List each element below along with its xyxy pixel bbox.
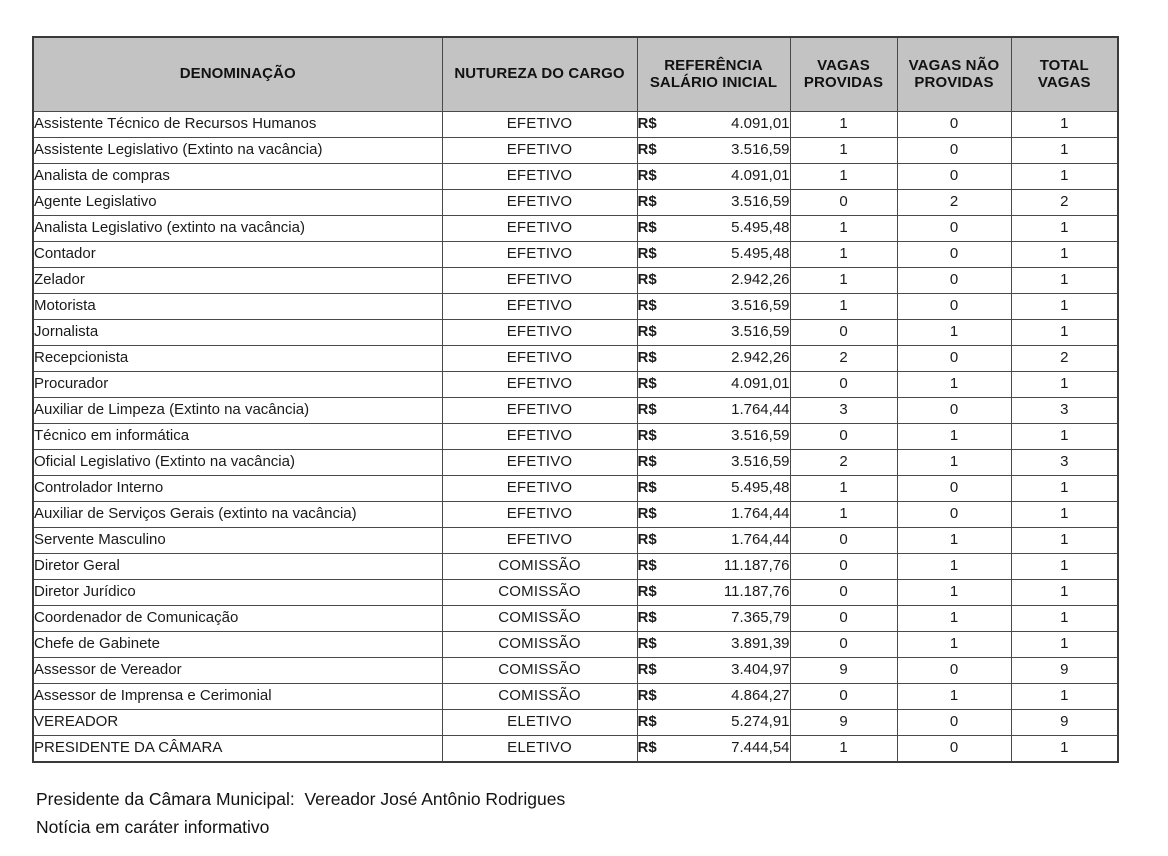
salary-amount: 4.091,01 (731, 167, 790, 185)
cell-total-vagas: 9 (1011, 658, 1118, 684)
cell-vagas-providas: 0 (790, 684, 897, 710)
salary-amount: 11.187,76 (723, 583, 790, 601)
cell-vagas-nao-providas: 0 (897, 476, 1011, 502)
salary-amount: 3.891,39 (731, 635, 790, 653)
currency-symbol: R$ (637, 193, 657, 211)
cell-vagas-nao-providas: 0 (897, 242, 1011, 268)
cell-vagas-providas: 1 (790, 294, 897, 320)
salary-amount: 1.764,44 (731, 401, 790, 419)
table-row (33, 398, 1118, 424)
cell-natureza: EFETIVO (442, 450, 637, 476)
salary-amount: 7.444,54 (731, 738, 790, 756)
column-header-natureza-label: NUTUREZA DO CARGO (454, 65, 625, 83)
currency-symbol: R$ (637, 427, 657, 445)
currency-symbol: R$ (637, 609, 657, 627)
cell-referencia-salario (637, 502, 790, 528)
cell-vagas-providas: 0 (790, 190, 897, 216)
cell-referencia-salario (637, 658, 790, 684)
cell-referencia-salario (637, 450, 790, 476)
cell-denominacao: Controlador Interno (33, 476, 442, 502)
cell-referencia-salario (637, 554, 790, 580)
cell-referencia-salario (637, 736, 790, 762)
table-row (33, 450, 1118, 476)
cell-referencia-salario (637, 138, 790, 164)
cell-vagas-providas: 9 (790, 658, 897, 684)
cell-referencia-salario (637, 528, 790, 554)
cell-natureza: COMISSÃO (442, 554, 637, 580)
cell-vagas-nao-providas: 1 (897, 554, 1011, 580)
column-header-natureza (442, 37, 637, 112)
cell-denominacao: Zelador (33, 268, 442, 294)
cell-denominacao: Analista Legislativo (extinto na vacância) (33, 216, 442, 242)
cell-vagas-providas: 0 (790, 424, 897, 450)
cell-referencia-salario (637, 580, 790, 606)
cell-vagas-nao-providas: 1 (897, 580, 1011, 606)
currency-symbol: R$ (637, 141, 657, 159)
currency-symbol: R$ (637, 219, 657, 237)
cell-natureza: COMISSÃO (442, 658, 637, 684)
cell-denominacao: Servente Masculino (33, 528, 442, 554)
cell-denominacao: Auxiliar de Serviços Gerais (extinto na vacância) (33, 502, 442, 528)
cell-referencia-salario (637, 632, 790, 658)
salary-amount: 3.404,97 (731, 661, 790, 679)
cell-vagas-nao-providas: 1 (897, 450, 1011, 476)
cell-denominacao: Motorista (33, 294, 442, 320)
cell-referencia-salario (637, 424, 790, 450)
cell-vagas-nao-providas: 0 (897, 710, 1011, 736)
table-row (33, 528, 1118, 554)
cell-referencia-salario (637, 268, 790, 294)
footer-informative-line: Notícia em caráter informativo (36, 816, 270, 837)
currency-symbol: R$ (637, 375, 657, 393)
cell-vagas-providas: 9 (790, 710, 897, 736)
cell-referencia-salario (637, 476, 790, 502)
currency-symbol: R$ (637, 167, 657, 185)
cell-denominacao: Diretor Geral (33, 554, 442, 580)
cell-natureza: COMISSÃO (442, 684, 637, 710)
cell-denominacao: Oficial Legislativo (Extinto na vacância) (33, 450, 442, 476)
positions-table (32, 36, 1119, 763)
column-header-denominacao-label: DENOMINAÇÃO (179, 65, 296, 83)
cell-referencia-salario (637, 346, 790, 372)
table-row (33, 320, 1118, 346)
currency-symbol: R$ (637, 531, 657, 549)
cell-total-vagas: 2 (1011, 190, 1118, 216)
cell-referencia-salario (637, 606, 790, 632)
salary-amount: 4.091,01 (731, 115, 790, 133)
cell-vagas-providas: 1 (790, 476, 897, 502)
column-header-vagas-nao-providas (897, 37, 1011, 112)
currency-symbol: R$ (637, 245, 657, 263)
cell-total-vagas: 1 (1011, 476, 1118, 502)
cell-vagas-providas: 0 (790, 632, 897, 658)
table-row (33, 424, 1118, 450)
cell-vagas-nao-providas: 0 (897, 502, 1011, 528)
column-header-vagas-providas-line2: PROVIDAS (803, 73, 884, 91)
cell-denominacao: Diretor Jurídico (33, 580, 442, 606)
salary-amount: 5.274,91 (731, 713, 790, 731)
cell-denominacao: Agente Legislativo (33, 190, 442, 216)
cell-vagas-providas: 1 (790, 268, 897, 294)
currency-symbol: R$ (637, 297, 657, 315)
cell-referencia-salario (637, 216, 790, 242)
cell-vagas-providas: 1 (790, 242, 897, 268)
cell-natureza: EFETIVO (442, 372, 637, 398)
currency-symbol: R$ (637, 687, 657, 705)
cell-natureza: ELETIVO (442, 710, 637, 736)
cell-vagas-nao-providas: 0 (897, 138, 1011, 164)
column-header-vagas-providas (790, 37, 897, 112)
table-row (33, 632, 1118, 658)
cell-vagas-providas: 0 (790, 320, 897, 346)
cell-total-vagas: 1 (1011, 684, 1118, 710)
cell-vagas-providas: 1 (790, 164, 897, 190)
cell-denominacao: Procurador (33, 372, 442, 398)
table-row (33, 658, 1118, 684)
salary-amount: 2.942,26 (731, 349, 790, 367)
table-row (33, 164, 1118, 190)
cell-natureza: EFETIVO (442, 268, 637, 294)
cell-referencia-salario (637, 684, 790, 710)
cell-natureza: EFETIVO (442, 476, 637, 502)
column-header-referencia-line1: REFERÊNCIA (664, 56, 763, 74)
cell-natureza: EFETIVO (442, 346, 637, 372)
column-header-vagas-nao-providas-line1: VAGAS NÃO (908, 56, 1000, 74)
cell-denominacao: Técnico em informática (33, 424, 442, 450)
cell-total-vagas: 1 (1011, 164, 1118, 190)
cell-referencia-salario (637, 242, 790, 268)
cell-denominacao: PRESIDENTE DA CÂMARA (33, 736, 442, 762)
salary-amount: 4.864,27 (731, 687, 790, 705)
salary-amount: 5.495,48 (731, 219, 790, 237)
cell-natureza: COMISSÃO (442, 580, 637, 606)
cell-total-vagas: 1 (1011, 268, 1118, 294)
cell-vagas-nao-providas: 0 (897, 268, 1011, 294)
table-row (33, 606, 1118, 632)
cell-vagas-nao-providas: 1 (897, 528, 1011, 554)
column-header-vagas-nao-providas-line2: PROVIDAS (914, 73, 994, 91)
currency-symbol: R$ (637, 271, 657, 289)
cell-total-vagas: 1 (1011, 320, 1118, 346)
salary-amount: 1.764,44 (731, 505, 790, 523)
cell-natureza: EFETIVO (442, 398, 637, 424)
cell-natureza: EFETIVO (442, 424, 637, 450)
cell-total-vagas: 1 (1011, 138, 1118, 164)
salary-amount: 5.495,48 (731, 245, 790, 263)
salary-amount: 3.516,59 (731, 193, 790, 211)
cell-vagas-providas: 0 (790, 580, 897, 606)
cell-vagas-nao-providas: 1 (897, 632, 1011, 658)
currency-symbol: R$ (637, 661, 657, 679)
salary-amount: 11.187,76 (723, 557, 790, 575)
cell-denominacao: Assessor de Imprensa e Cerimonial (33, 684, 442, 710)
cell-total-vagas: 1 (1011, 502, 1118, 528)
cell-denominacao: Chefe de Gabinete (33, 632, 442, 658)
table-row (33, 346, 1118, 372)
cell-total-vagas: 3 (1011, 450, 1118, 476)
cell-vagas-nao-providas: 1 (897, 372, 1011, 398)
cell-vagas-nao-providas: 1 (897, 684, 1011, 710)
cell-referencia-salario (637, 164, 790, 190)
footer-president-line: Presidente da Câmara Municipal: Vereador José Antônio Rodrigues (36, 788, 566, 809)
currency-symbol: R$ (637, 401, 657, 419)
table-row (33, 476, 1118, 502)
table-header (33, 37, 1118, 112)
column-header-total-vagas (1011, 37, 1118, 112)
cell-total-vagas: 1 (1011, 736, 1118, 762)
salary-amount: 3.516,59 (731, 427, 790, 445)
salary-amount: 3.516,59 (731, 141, 790, 159)
cell-denominacao: VEREADOR (33, 710, 442, 736)
cell-denominacao: Jornalista (33, 320, 442, 346)
salary-amount: 3.516,59 (731, 453, 790, 471)
currency-symbol: R$ (637, 453, 657, 471)
cell-vagas-nao-providas: 0 (897, 294, 1011, 320)
cell-natureza: COMISSÃO (442, 606, 637, 632)
salary-amount: 4.091,01 (731, 375, 790, 393)
cell-vagas-nao-providas: 2 (897, 190, 1011, 216)
table-row (33, 684, 1118, 710)
cell-natureza: EFETIVO (442, 164, 637, 190)
cell-vagas-nao-providas: 0 (897, 658, 1011, 684)
cell-vagas-nao-providas: 0 (897, 736, 1011, 762)
salary-amount: 5.495,48 (731, 479, 790, 497)
currency-symbol: R$ (637, 349, 657, 367)
salary-amount: 2.942,26 (731, 271, 790, 289)
cell-natureza: EFETIVO (442, 138, 637, 164)
currency-symbol: R$ (637, 713, 657, 731)
cell-total-vagas: 1 (1011, 216, 1118, 242)
currency-symbol: R$ (637, 738, 657, 756)
cell-natureza: EFETIVO (442, 190, 637, 216)
table-row (33, 242, 1118, 268)
table-row (33, 736, 1118, 762)
column-header-total-vagas-line2: VAGAS (1037, 73, 1091, 91)
cell-natureza: COMISSÃO (442, 632, 637, 658)
cell-vagas-nao-providas: 1 (897, 320, 1011, 346)
cell-vagas-providas: 0 (790, 606, 897, 632)
cell-total-vagas: 2 (1011, 346, 1118, 372)
cell-referencia-salario (637, 320, 790, 346)
currency-symbol: R$ (637, 583, 657, 601)
cell-vagas-nao-providas: 0 (897, 164, 1011, 190)
cell-total-vagas: 1 (1011, 580, 1118, 606)
cell-referencia-salario (637, 294, 790, 320)
cell-denominacao: Contador (33, 242, 442, 268)
cell-total-vagas: 1 (1011, 606, 1118, 632)
cell-vagas-providas: 2 (790, 450, 897, 476)
table-row (33, 710, 1118, 736)
cell-natureza: EFETIVO (442, 242, 637, 268)
cell-vagas-providas: 1 (790, 112, 897, 138)
table-row (33, 294, 1118, 320)
cell-vagas-providas: 1 (790, 736, 897, 762)
currency-symbol: R$ (637, 635, 657, 653)
cell-natureza: EFETIVO (442, 528, 637, 554)
cell-referencia-salario (637, 710, 790, 736)
cell-denominacao: Assistente Legislativo (Extinto na vacância) (33, 138, 442, 164)
cell-total-vagas: 9 (1011, 710, 1118, 736)
table-row (33, 216, 1118, 242)
cell-vagas-nao-providas: 0 (897, 112, 1011, 138)
cell-denominacao: Coordenador de Comunicação (33, 606, 442, 632)
table-row (33, 138, 1118, 164)
table-row (33, 268, 1118, 294)
cell-vagas-nao-providas: 0 (897, 216, 1011, 242)
currency-symbol: R$ (637, 479, 657, 497)
cell-vagas-nao-providas: 0 (897, 398, 1011, 424)
footer-notes (36, 785, 1117, 842)
cell-total-vagas: 1 (1011, 528, 1118, 554)
cell-total-vagas: 1 (1011, 554, 1118, 580)
cell-total-vagas: 1 (1011, 294, 1118, 320)
currency-symbol: R$ (637, 505, 657, 523)
cell-vagas-nao-providas: 1 (897, 424, 1011, 450)
column-header-referencia (637, 37, 790, 112)
column-header-denominacao (33, 37, 442, 112)
currency-symbol: R$ (637, 323, 657, 341)
cell-vagas-nao-providas: 0 (897, 346, 1011, 372)
cell-total-vagas: 1 (1011, 372, 1118, 398)
cell-vagas-providas: 1 (790, 138, 897, 164)
cell-denominacao: Recepcionista (33, 346, 442, 372)
cell-vagas-nao-providas: 1 (897, 606, 1011, 632)
cell-vagas-providas: 0 (790, 372, 897, 398)
cell-total-vagas: 1 (1011, 112, 1118, 138)
currency-symbol: R$ (637, 115, 657, 133)
salary-amount: 3.516,59 (731, 297, 790, 315)
cell-referencia-salario (637, 190, 790, 216)
cell-denominacao: Auxiliar de Limpeza (Extinto na vacância) (33, 398, 442, 424)
cell-vagas-providas: 1 (790, 216, 897, 242)
cell-referencia-salario (637, 372, 790, 398)
table-row (33, 554, 1118, 580)
cell-natureza: EFETIVO (442, 320, 637, 346)
cell-natureza: EFETIVO (442, 502, 637, 528)
table-row (33, 112, 1118, 138)
salary-amount: 3.516,59 (731, 323, 790, 341)
cell-total-vagas: 1 (1011, 242, 1118, 268)
cell-vagas-providas: 0 (790, 528, 897, 554)
cell-natureza: EFETIVO (442, 216, 637, 242)
cell-referencia-salario (637, 398, 790, 424)
cell-denominacao: Assistente Técnico de Recursos Humanos (33, 112, 442, 138)
salary-amount: 7.365,79 (731, 609, 790, 627)
table-row (33, 190, 1118, 216)
cell-natureza: ELETIVO (442, 736, 637, 762)
cell-vagas-providas: 1 (790, 502, 897, 528)
cell-natureza: EFETIVO (442, 112, 637, 138)
table-row (33, 580, 1118, 606)
salary-amount: 1.764,44 (731, 531, 790, 549)
cell-total-vagas: 3 (1011, 398, 1118, 424)
table-row (33, 502, 1118, 528)
cell-denominacao: Assessor de Vereador (33, 658, 442, 684)
cell-total-vagas: 1 (1011, 424, 1118, 450)
cell-vagas-providas: 3 (790, 398, 897, 424)
cell-denominacao: Analista de compras (33, 164, 442, 190)
cell-natureza: EFETIVO (442, 294, 637, 320)
column-header-total-vagas-line1: TOTAL (1039, 56, 1089, 74)
column-header-vagas-providas-line1: VAGAS (817, 56, 870, 74)
cell-referencia-salario (637, 112, 790, 138)
currency-symbol: R$ (637, 557, 657, 575)
cell-vagas-providas: 0 (790, 554, 897, 580)
cell-total-vagas: 1 (1011, 632, 1118, 658)
table-body (33, 112, 1118, 762)
table-row (33, 372, 1118, 398)
cell-vagas-providas: 2 (790, 346, 897, 372)
column-header-referencia-line2: SALÁRIO INICIAL (649, 73, 778, 91)
table-header-row (33, 37, 1118, 112)
